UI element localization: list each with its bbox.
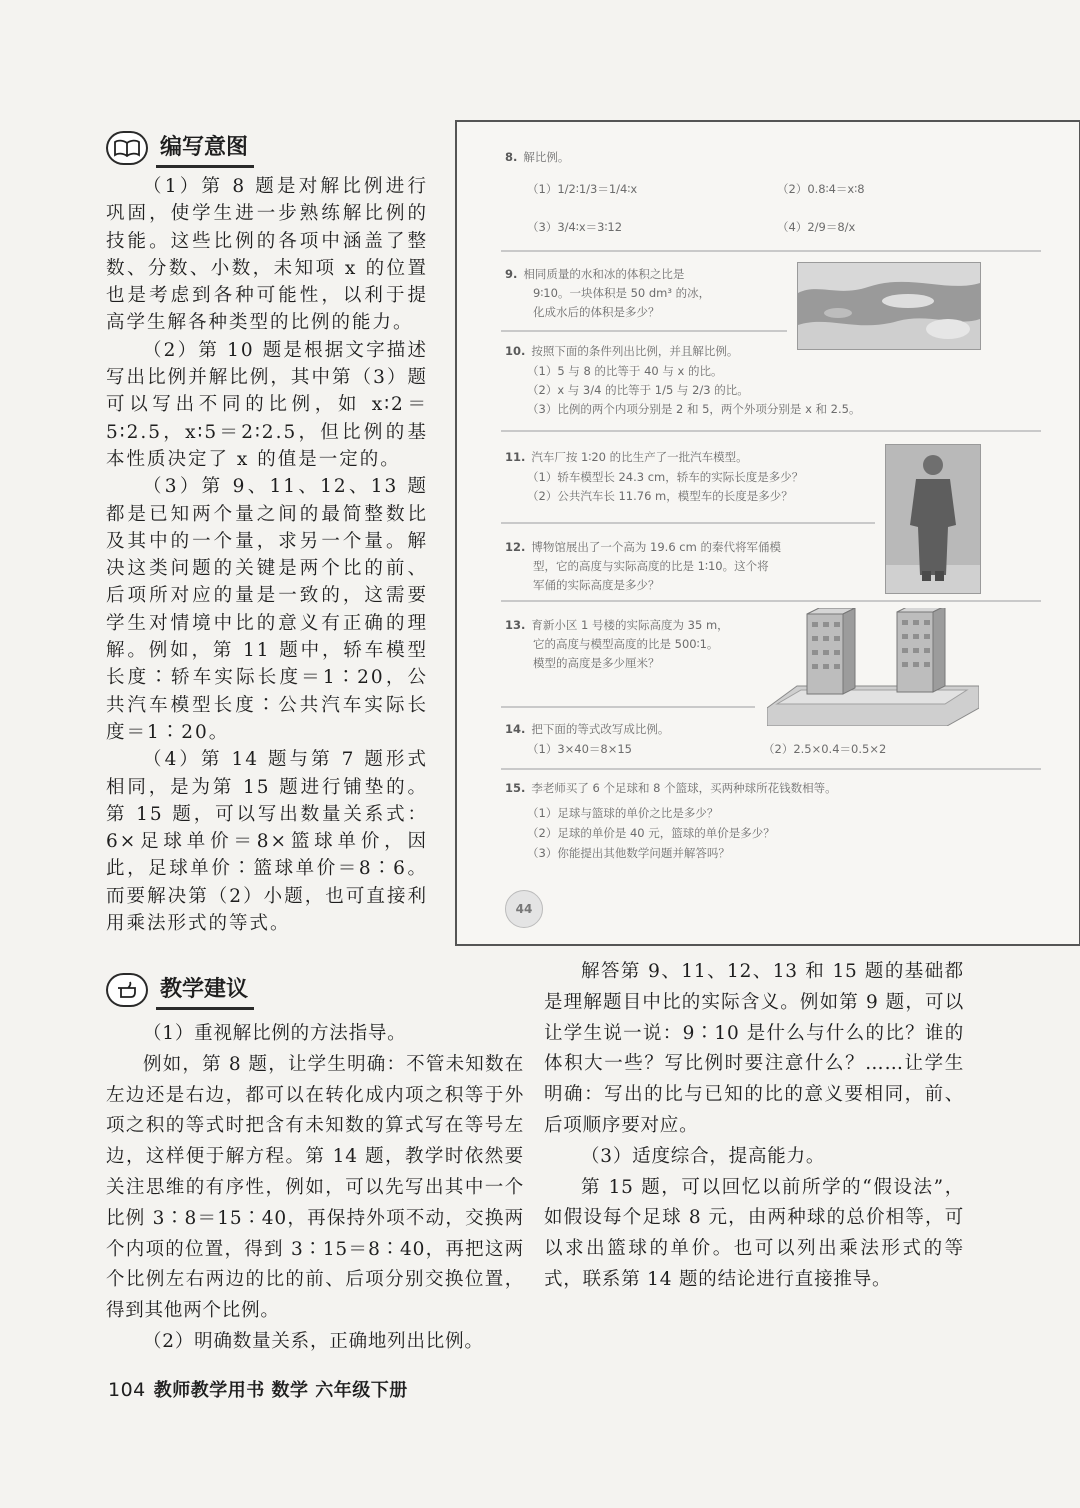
divider <box>501 600 1041 602</box>
q10-line-1: 10. 按照下面的条件列出比例，并且解比例。 <box>505 344 739 358</box>
q8-item-3: （3）3/4∶x＝3∶12 <box>527 220 623 234</box>
design-intent-body <box>106 173 428 937</box>
teaching-advice-right-para-1: 解答第 9、11、12、13 和 15 题的基础都是理解题目中比的实际含义。例如第 9 题，可以让学生说一说：9∶10 是什么与什么的比？谁的体积大一些？写比例时要注意什么？……让学生明确：写出的比与已知的比的意义要相同，前、后项顺序要对应。 <box>544 961 964 1136</box>
building-model-image <box>767 608 979 726</box>
q9-line-1: 9. 相同质量的水和冰的体积之比是 <box>505 267 685 281</box>
pointing-hand-icon <box>106 973 148 1007</box>
q14-item-2: （2）2.5×0.4＝0.5×2 <box>763 742 887 756</box>
design-intent-para-2: （2）第 10 题是根据文字描述写出比例并解比例，其中第（3）题可以写出不同的比例，如 x∶2＝5∶2.5，x∶5＝2∶2.5，但比例的基本性质决定了 x 的值是一定的。 <box>106 339 428 470</box>
teaching-advice-right-para-2: （3）适度综合，提高能力。 <box>581 1145 826 1167</box>
design-intent-header <box>106 128 254 168</box>
q15-line-1: 15. 李老师买了 6 个足球和 8 个篮球，买两种球所花钱数相等。 <box>505 781 837 795</box>
page-number: 104 <box>108 1379 146 1401</box>
teaching-advice-left-para-3: （2）明确数量关系，正确地列出比例。 <box>143 1330 484 1352</box>
q8-item-1: （1）1/2∶1/3＝1/4∶x <box>527 182 638 196</box>
textbook-page-number: 44 <box>505 890 543 928</box>
divider <box>501 768 1041 770</box>
page-footer <box>108 1376 408 1402</box>
q12-line-3: 军俑的实际高度是多少？ <box>533 578 660 592</box>
textbook-page <box>455 120 1080 946</box>
q15-line-4: （3）你能提出其他数学问题并解答吗？ <box>527 846 730 860</box>
q9-line-2: 9∶10。一块体积是 50 dm³ 的冰， <box>533 286 711 300</box>
q14-item-1: （1）3×40＝8×15 <box>527 742 632 756</box>
q8-item-4: （4）2/9＝8/x <box>777 220 856 234</box>
q8-item-2: （2）0.8∶4＝x∶8 <box>777 182 865 196</box>
q8-title: 8. 解比例。 <box>505 150 570 164</box>
q11-line-2: （1）轿车模型长 24.3 cm，轿车的实际长度是多少？ <box>527 470 804 484</box>
terracotta-warrior-image <box>885 444 981 594</box>
teaching-advice-header <box>106 970 254 1010</box>
q10-line-3: （2）x 与 3/4 的比等于 1/5 与 2/3 的比。 <box>527 383 749 397</box>
q9-line-3: 化成水后的体积是多少？ <box>533 305 660 319</box>
divider <box>501 430 1041 432</box>
q13-line-3: 模型的高度是多少厘米？ <box>533 656 660 670</box>
book-title: 教师教学用书 数学 六年级下册 <box>153 1380 408 1401</box>
teaching-advice-title: 教学建议 <box>156 970 254 1010</box>
divider <box>501 330 787 332</box>
divider <box>501 706 755 708</box>
teaching-advice-left-para-2: 例如，第 8 题，让学生明确：不管未知数在左边还是右边，都可以在转化成内项之积等于外项之积的等式时把含有未知数的算式写在等号左边，这样便于解方程。第 14 题，教学时依然要关注思维的有序性，例如，可以先写出其中一个比例 3∶8＝15∶40，再保持外项不动，交换两个内项的位置，得到 3∶15＝8∶40，再把这两个比例左右两边的比的前、后项分别交换位置，得到其他两个比例。 <box>106 1053 524 1322</box>
q10-line-4: （3）比例的两个内项分别是 2 和 5，两个外项分别是 x 和 2.5。 <box>527 402 861 416</box>
q11-line-1: 11. 汽车厂按 1∶20 的比生产了一批汽车模型。 <box>505 450 748 464</box>
design-intent-para-1: （1）第 8 题是对解比例进行巩固，使学生进一步熟练解比例的技能。这些比例的各项中涵盖了整数、分数、小数，未知项 x 的位置也是考虑到各种可能性，以利于提高学生解各种类型的比例的能力。 <box>106 176 428 334</box>
teaching-advice-right-column <box>544 957 964 1296</box>
q15-line-3: （2）足球的单价是 40 元，篮球的单价是多少？ <box>527 826 775 840</box>
teaching-advice-left-para-1: （1）重视解比例的方法指导。 <box>143 1023 407 1044</box>
design-intent-para-4: （4）第 14 题与第 7 题形式相同，是为第 15 题进行铺垫的。第 15 题，可以写出数量关系式：6×足球单价＝8×篮球单价，因此，足球单价∶篮球单价＝8∶6。而要解决第（2）小题，也可直接利用乘法形式的等式。 <box>106 749 428 935</box>
ice-water-image <box>797 262 981 350</box>
q11-line-3: （2）公共汽车长 11.76 m，模型车的长度是多少？ <box>527 489 793 503</box>
design-intent-title: 编写意图 <box>156 128 254 168</box>
teaching-advice-left-column <box>106 1019 524 1358</box>
design-intent-para-3: （3）第 9、11、12、13 题都是已知两个量之间的最简整数比及其中的一个量，求另一个量。解决这类问题的关键是两个比的前、后项所对应的量是一致的，这需要学生对情境中比的意义有正确的理解。例如，第 11 题中，轿车模型长度∶轿车实际长度＝1∶20，公共汽车模型长度∶公共汽车实际长度＝1∶20。 <box>106 476 428 743</box>
q15-line-2: （1）足球与篮球的单价之比是多少？ <box>527 806 719 820</box>
teaching-advice-right-para-3: 第 15 题，可以回忆以前所学的“假设法”，如假设每个足球 8 元，由两种球的总价相等，可以求出篮球的单价。也可以列出乘法形式的等式，联系第 14 题的结论进行直接推导。 <box>544 1176 964 1290</box>
q12-line-1: 12. 博物馆展出了一个高为 19.6 cm 的秦代将军俑模 <box>505 540 781 554</box>
q13-line-2: 它的高度与模型高度的比是 500∶1。 <box>533 637 719 651</box>
q14-title: 14. 把下面的等式改写成比例。 <box>505 722 670 736</box>
divider <box>501 522 875 524</box>
q10-line-2: （1）5 与 8 的比等于 40 与 x 的比。 <box>527 364 723 378</box>
q12-line-2: 型，它的高度与实际高度的比是 1∶10。这个将 <box>533 559 769 573</box>
divider <box>501 250 1041 252</box>
open-book-icon <box>106 131 148 165</box>
q13-line-1: 13. 育新小区 1 号楼的实际高度为 35 m， <box>505 618 729 632</box>
